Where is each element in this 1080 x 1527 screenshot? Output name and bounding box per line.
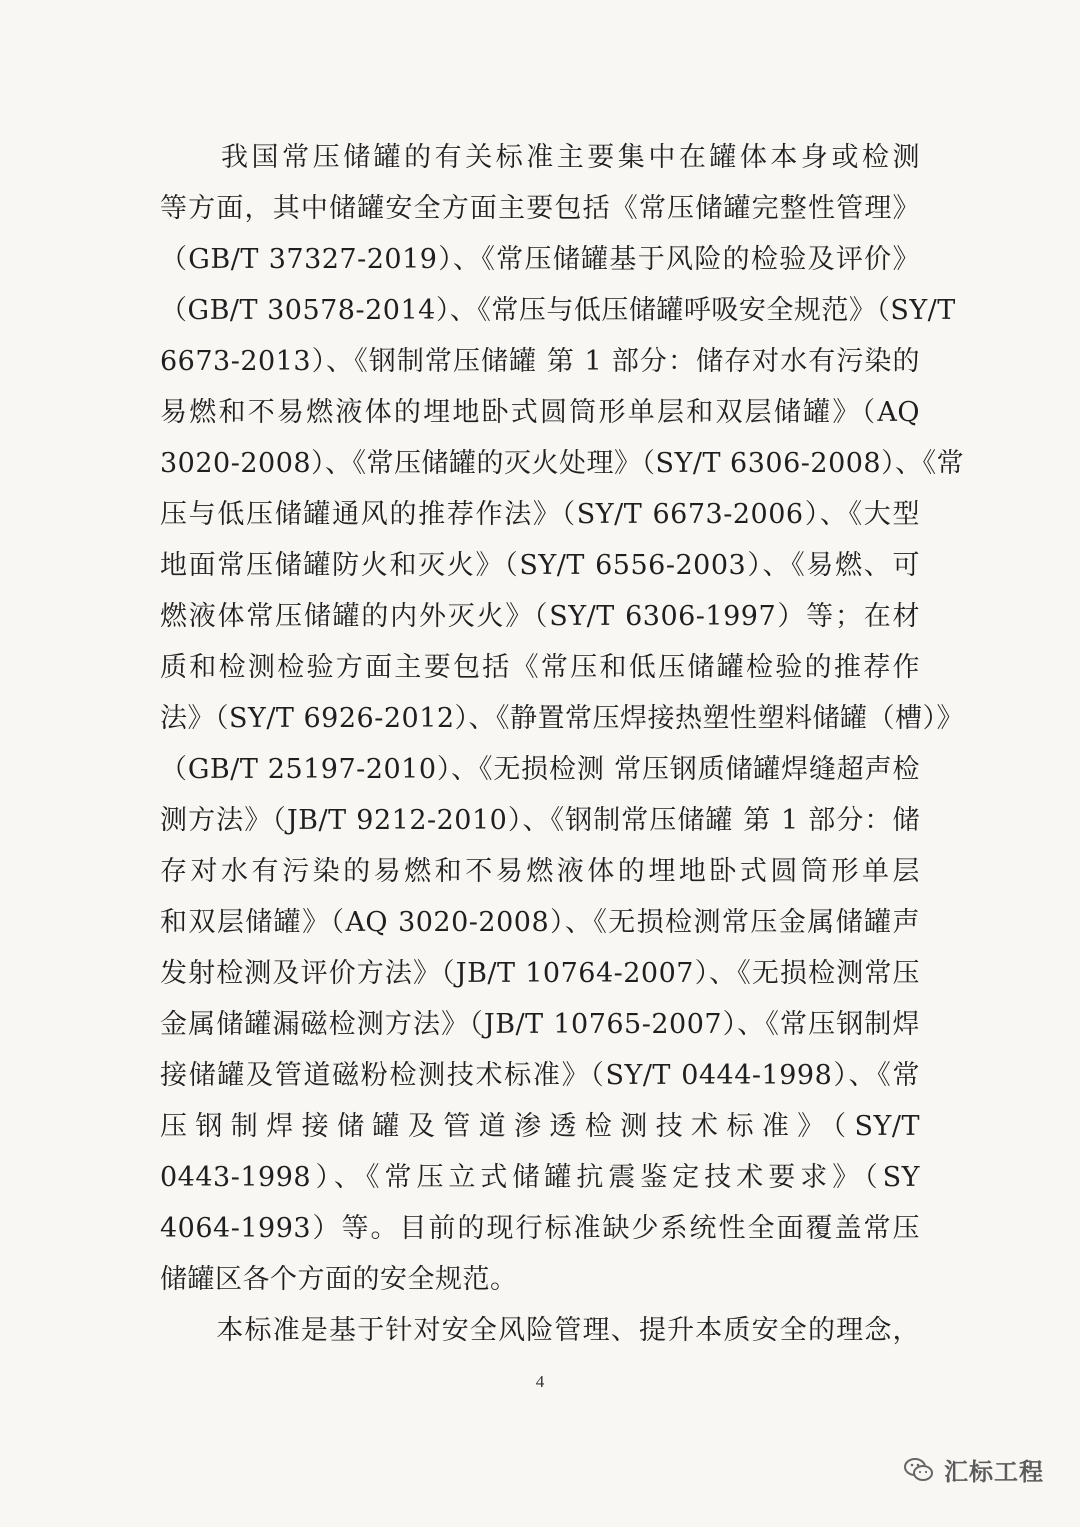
text-line: 0443-1998）、《常压立式储罐抗震鉴定技术要求》（SY xyxy=(160,1162,920,1193)
watermark-text: 汇标工程 xyxy=(944,1458,1044,1486)
text-line: 本标准是基于针对安全风险管理、提升本质安全的理念， xyxy=(160,1315,920,1346)
text-line: 测方法》（JB/T 9212-2010）、《钢制常压储罐 第 1 部分：储 xyxy=(160,805,920,836)
text-line: 和双层储罐》（AQ 3020-2008）、《无损检测常压金属储罐声 xyxy=(160,907,920,938)
text-line: （GB/T 37327-2019）、《常压储罐基于风险的检验及评价》 xyxy=(160,244,920,275)
watermark xyxy=(904,1452,1044,1487)
text-line: 等方面，其中储罐安全方面主要包括《常压储罐完整性管理》 xyxy=(160,193,920,224)
text-line: 发射检测及评价方法》（JB/T 10764-2007）、《无损检测常压 xyxy=(160,958,920,989)
page-number: 4 xyxy=(535,1372,545,1391)
text-line: 压与低压储罐通风的推荐作法》（SY/T 6673-2006）、《大型 xyxy=(160,499,920,530)
text-line: 燃液体常压储罐的内外灭火》（SY/T 6306-1997）等；在材 xyxy=(160,601,920,632)
text-line: 接储罐及管道磁粉检测技术标准》（SY/T 0444-1998）、《常 xyxy=(160,1060,920,1091)
text-line: 我国常压储罐的有关标准主要集中在罐体本身或检测 xyxy=(160,142,920,173)
text-line: 压钢制焊接储罐及管道渗透检测技术标准》（SY/T xyxy=(160,1111,920,1142)
text-line: 易燃和不易燃液体的埋地卧式圆筒形单层和双层储罐》（AQ xyxy=(160,397,920,428)
text-line: 质和检测检验方面主要包括《常压和低压储罐检验的推荐作 xyxy=(160,652,920,683)
text-line: （GB/T 25197-2010）、《无损检测 常压钢质储罐焊缝超声检 xyxy=(160,754,920,785)
text-line: 存对水有污染的易燃和不易燃液体的埋地卧式圆筒形单层 xyxy=(160,856,920,887)
text-line: 金属储罐漏磁检测方法》（JB/T 10765-2007）、《常压钢制焊 xyxy=(160,1009,920,1040)
text-line: 地面常压储罐防火和灭火》（SY/T 6556-2003）、《易燃、可 xyxy=(160,550,920,581)
text-line: 6673-2013）、《钢制常压储罐 第 1 部分：储存对水有污染的 xyxy=(160,346,920,377)
wechat-icon xyxy=(904,1457,934,1483)
body-text xyxy=(160,132,965,1356)
text-line: 4064-1993）等。目前的现行标准缺少系统性全面覆盖常压 xyxy=(160,1213,920,1244)
text-line: （GB/T 30578-2014）、《常压与低压储罐呼吸安全规范》（SY/T xyxy=(160,295,956,326)
text-line: 储罐区各个方面的安全规范。 xyxy=(160,1264,518,1295)
text-line: 3020-2008）、《常压储罐的灭火处理》（SY/T 6306-2008）、《常 xyxy=(160,448,965,479)
text-line: 法》（SY/T 6926-2012）、《静置常压焊接热塑性塑料储罐（槽）》 xyxy=(160,703,965,734)
